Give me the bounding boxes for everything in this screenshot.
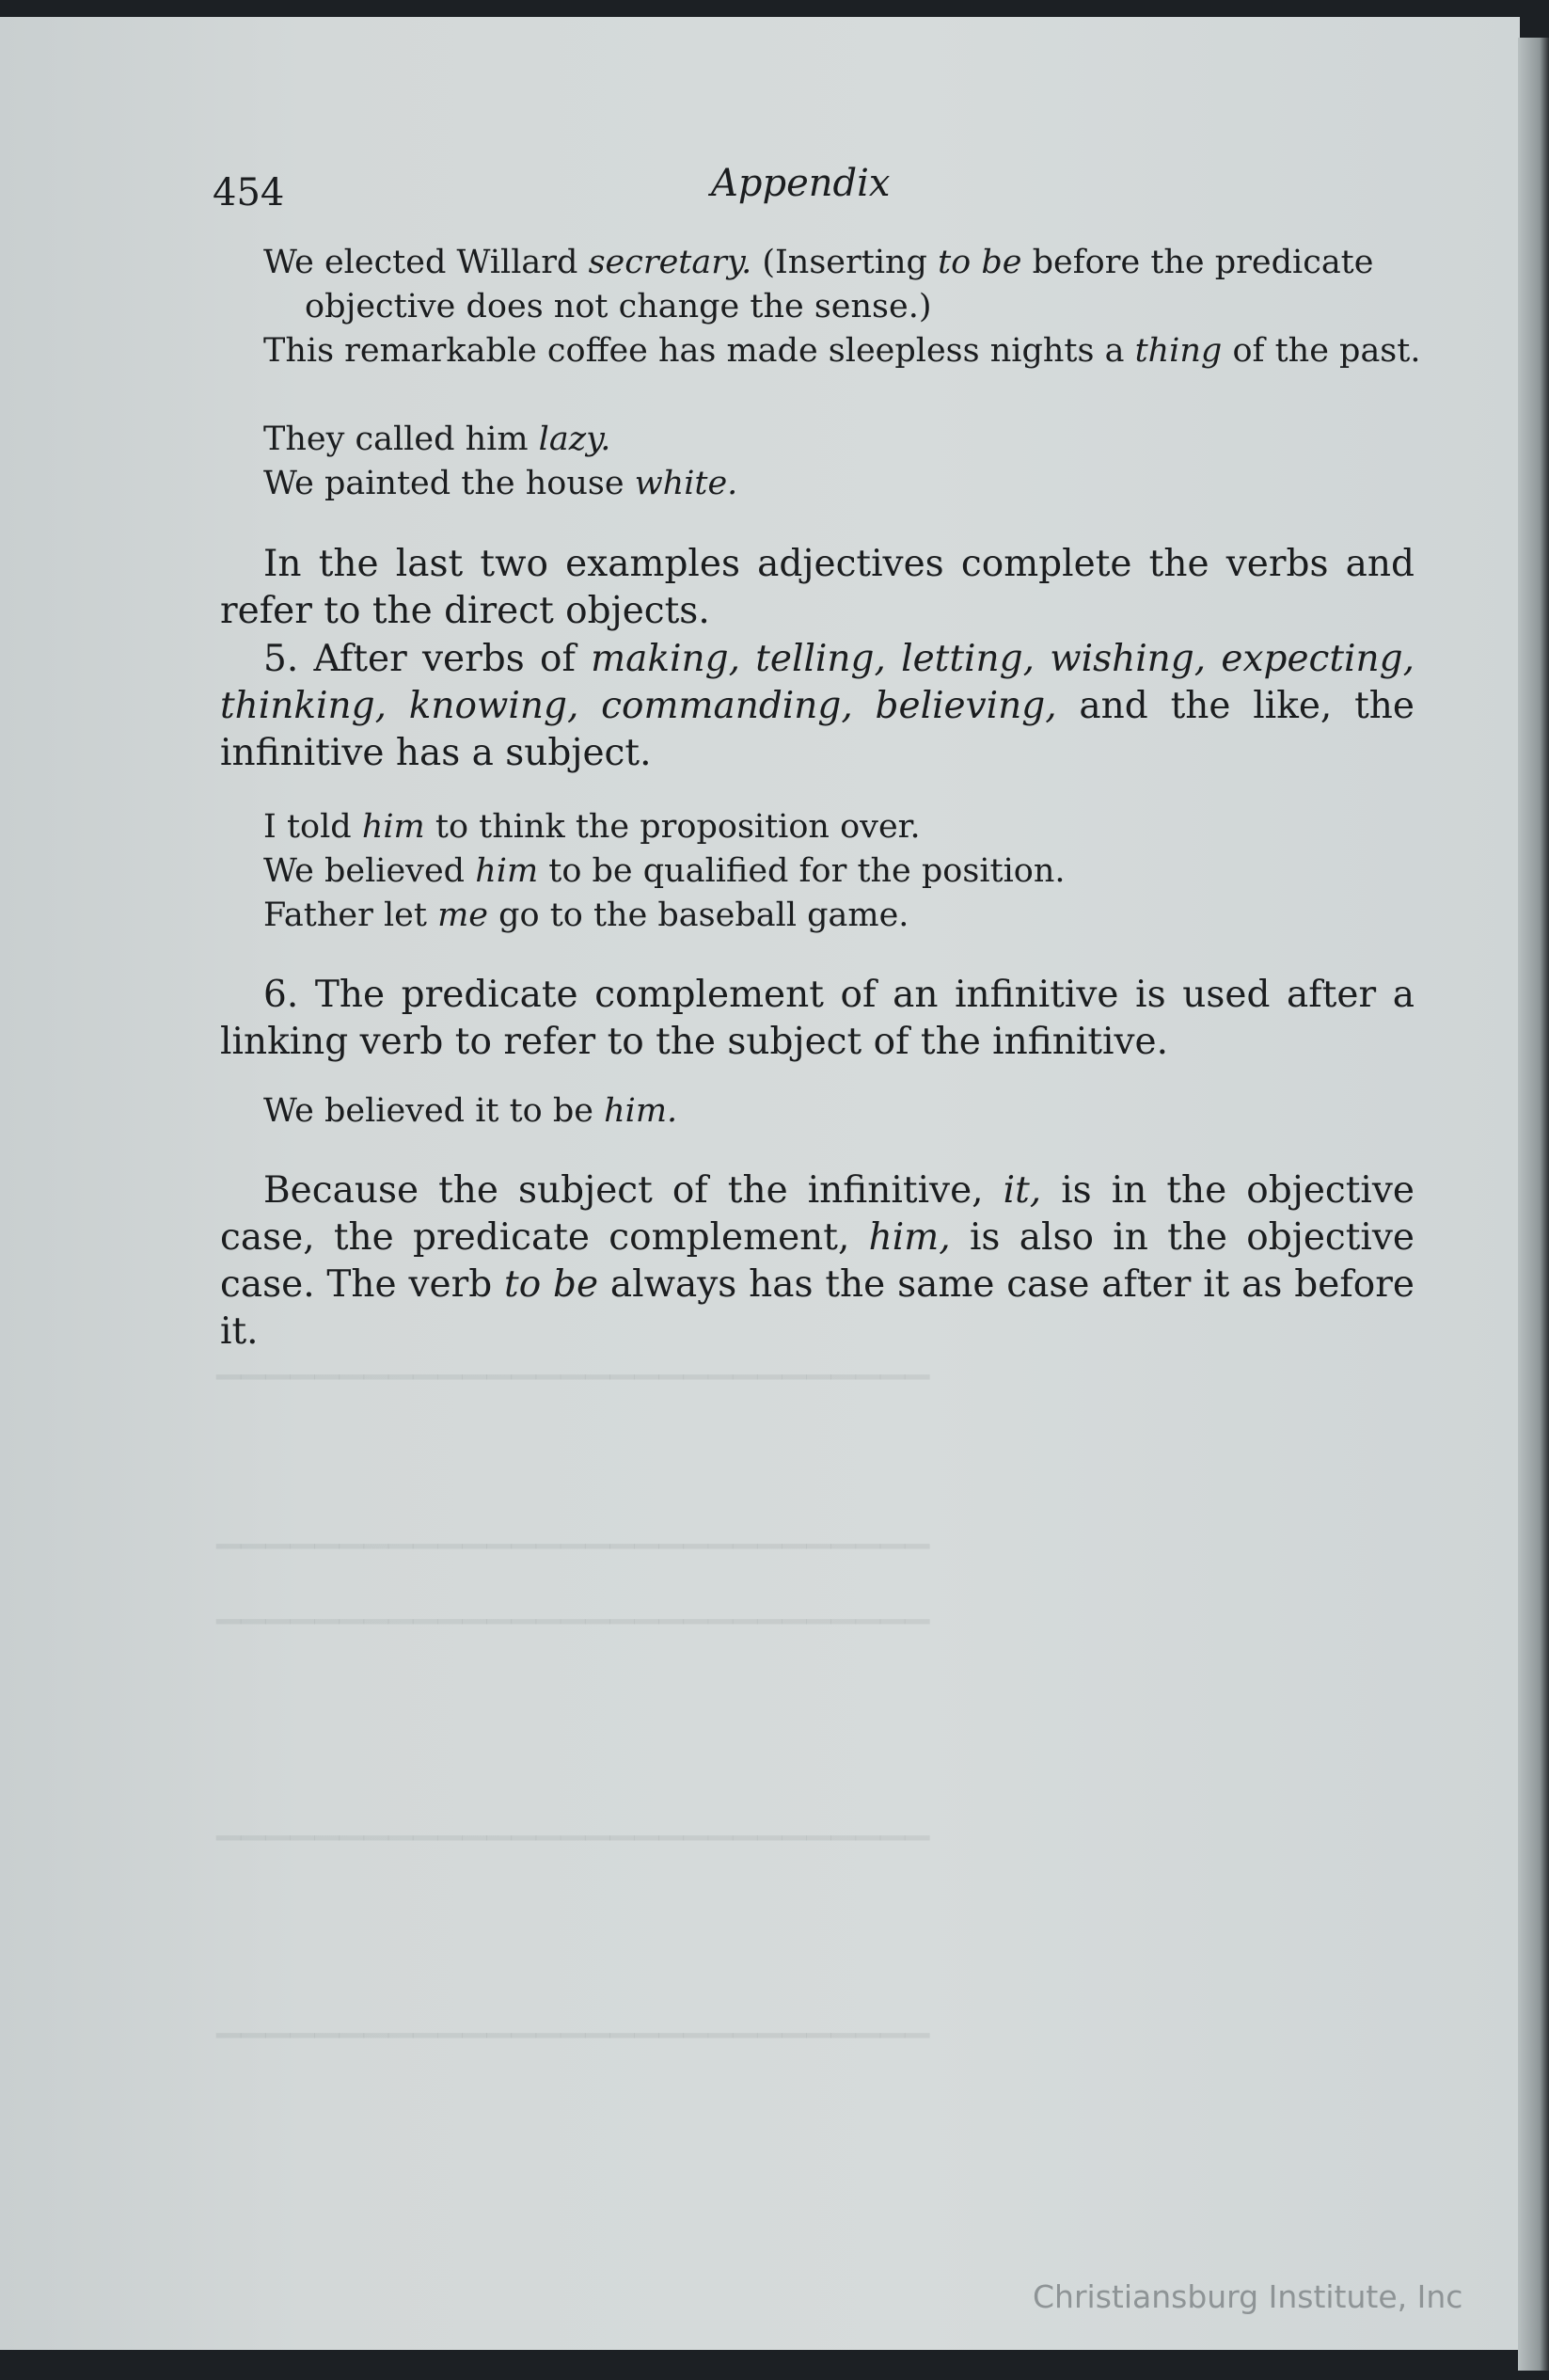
- rule-6-paragraph: 6. The predicate complement of an infinitive is used after a linking verb to refer to the subject of the infinitive.: [220, 974, 1415, 1063]
- bleed-through-text: ▔▔▔▔▔▔▔▔▔▔▔▔▔▔▔▔▔▔▔▔▔▔▔▔▔▔▔▔▔: [216, 1545, 930, 1582]
- example-line: We believed him to be qualified for the position.: [263, 852, 1066, 890]
- page-edge: [1518, 38, 1549, 2371]
- body-paragraph: In the last two examples adjectives complete the verbs and refer to the direct objects.: [220, 543, 1415, 632]
- rule-5-paragraph: 5. After verbs of making, telling, letting, wishing, expecting, thinking, knowing, commanding, believing, and the like, the infinitive has a subject.: [220, 638, 1415, 774]
- example-line: This remarkable coffee has made sleepless nights a thing of the past.: [263, 332, 1421, 370]
- body-paragraph: Because the subject of the infinitive, it, is in the objective case, the predicate complement, him, is also in the objective case. The verb to be always has the same case after it as before it.: [220, 1169, 1415, 1353]
- page-header: [213, 149, 1416, 214]
- running-head: Appendix: [711, 162, 891, 205]
- bleed-through-text: ▔▔▔▔▔▔▔▔▔▔▔▔▔▔▔▔▔▔▔▔▔▔▔▔▔▔▔▔▔: [216, 1375, 930, 1413]
- example-line: We elected Willard secretary. (Inserting to be before the predicate objective does not change the sense.): [263, 244, 1374, 325]
- book-page: [0, 17, 1520, 2350]
- bleed-through-text: ▔▔▔▔▔▔▔▔▔▔▔▔▔▔▔▔▔▔▔▔▔▔▔▔▔▔▔▔▔: [216, 2034, 930, 2071]
- bleed-through-text: ▔▔▔▔▔▔▔▔▔▔▔▔▔▔▔▔▔▔▔▔▔▔▔▔▔▔▔▔▔: [216, 1836, 930, 1874]
- example-line: They called him lazy.: [263, 420, 611, 458]
- example-line: We believed it to be him.: [263, 1092, 678, 1130]
- example-line: We painted the house white.: [263, 465, 738, 502]
- watermark-credit: Christiansburg Institute, Inc: [1033, 2278, 1463, 2315]
- page-number: 454: [213, 171, 285, 214]
- example-line: I told him to think the proposition over.: [263, 808, 921, 846]
- bleed-through-text: ▔▔▔▔▔▔▔▔▔▔▔▔▔▔▔▔▔▔▔▔▔▔▔▔▔▔▔▔▔: [216, 1620, 930, 1658]
- example-line: Father let me go to the baseball game.: [263, 896, 909, 934]
